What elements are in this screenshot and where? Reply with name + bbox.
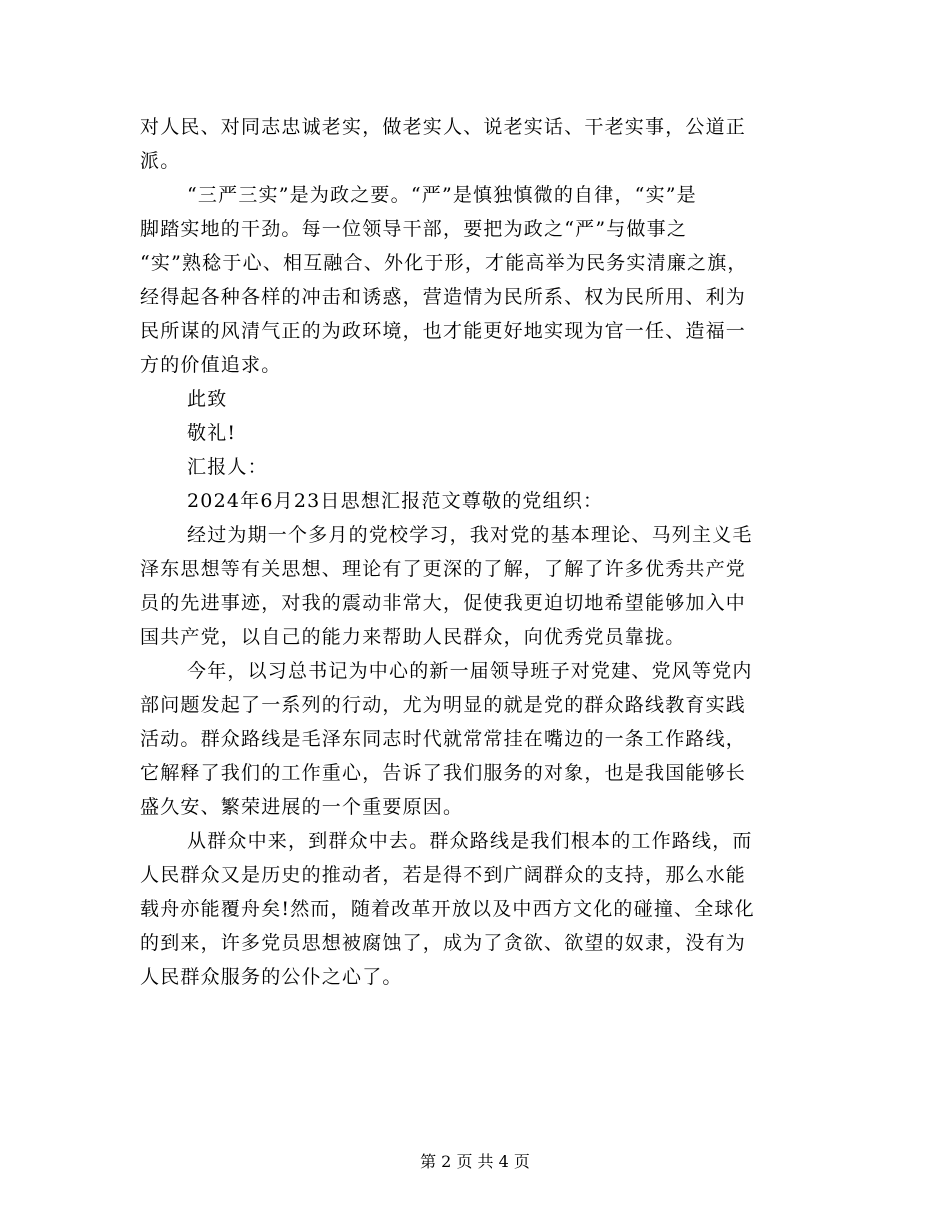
- text-line: 部问题发起了一系列的行动，尤为明显的就是党的群众路线教育实践: [140, 694, 747, 716]
- text-line: 它解释了我们的工作重心，告诉了我们服务的对象，也是我国能够长: [140, 762, 747, 784]
- text-line: 国共产党，以自己的能力来帮助人民群众，向优秀党员靠拢。: [140, 626, 686, 648]
- text-line: 泽东思想等有关思想、理论有了更深的了解，了解了许多优秀共产党: [140, 558, 747, 580]
- date-heading-line: 2024年6月23日思想汇报范文尊敬的党组织：: [187, 490, 604, 512]
- text-line: 方的价值追求。: [140, 354, 282, 376]
- text-line: 人民群众服务的公仆之心了。: [140, 966, 403, 988]
- text-line: “三严三实”是为政之要。“严”是慎独慎微的自律，“实”是: [187, 184, 697, 206]
- text-line: 活动。群众路线是毛泽东同志时代就常常挂在嘴边的一条工作路线，: [140, 728, 747, 750]
- text-line: 脚踏实地的干劲。每一位领导干部，要把为政之“严”与做事之: [140, 218, 688, 240]
- text-line: 对人民、对同志忠诚老实，做老实人、说老实话、干老实事，公道正: [140, 116, 747, 138]
- text-line: 派。: [140, 150, 181, 172]
- text-line: 从群众中来，到群众中去。群众路线是我们根本的工作路线，而: [187, 830, 753, 852]
- page-number-footer: 第 2 页 共 4 页: [420, 1152, 530, 1171]
- closing-salutation: 此致: [187, 388, 228, 410]
- text-line: 经过为期一个多月的党校学习，我对党的基本理论、马列主义毛: [187, 524, 753, 546]
- reporter-label: 汇报人：: [187, 456, 268, 478]
- text-line: 载舟亦能覆舟矣!然而，随着改革开放以及中西方文化的碰撞、全球化: [140, 898, 755, 920]
- text-line: 人民群众又是历史的推动者，若是得不到广阔群众的支持，那么水能: [140, 864, 747, 886]
- text-line: 经得起各种各样的冲击和诱惑，营造情为民所系、权为民所用、利为: [140, 286, 747, 308]
- text-line: 民所谋的风清气正的为政环境，也才能更好地实现为官一任、造福一: [140, 320, 747, 342]
- text-line: 盛久安、繁荣进展的一个重要原因。: [140, 796, 464, 818]
- closing-regards: 敬礼!: [187, 422, 237, 444]
- text-line: 员的先进事迹，对我的震动非常大，促使我更迫切地希望能够加入中: [140, 592, 747, 614]
- document-body: [140, 110, 810, 994]
- text-line: “实”熟稔于心、相互融合、外化于形，才能高举为民务实清廉之旗，: [140, 252, 748, 274]
- text-line: 的到来，许多党员思想被腐蚀了，成为了贪欲、欲望的奴隶，没有为: [140, 932, 747, 954]
- text-line: 今年，以习总书记为中心的新一届领导班子对党建、党风等党内: [187, 660, 753, 682]
